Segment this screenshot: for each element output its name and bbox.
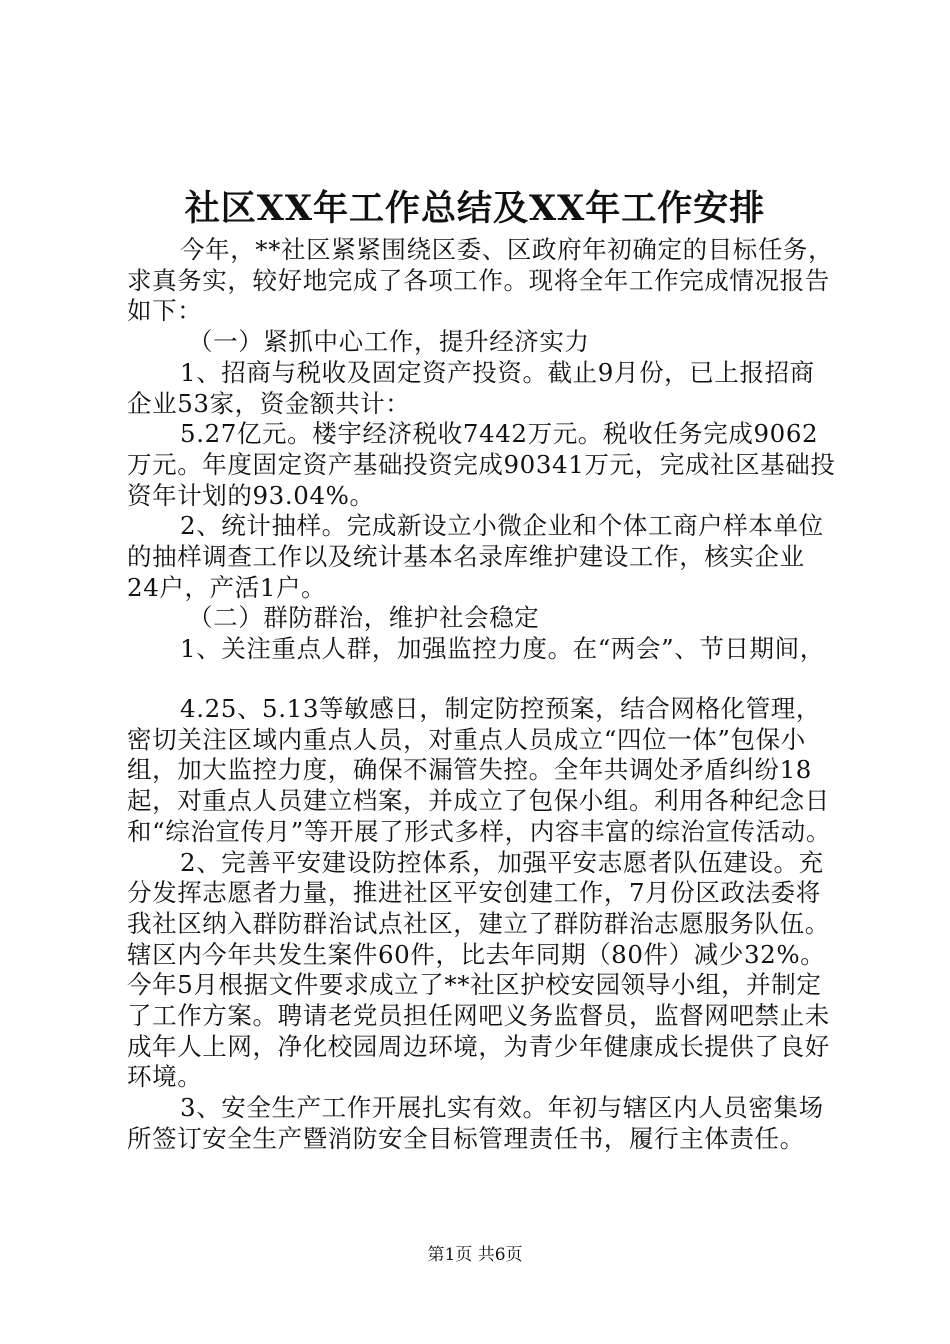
paragraph-safety-system: 2、完善平安建设防控体系，加强平安志愿者队伍建设。充分发挥志愿者力量，推进社区平安创建工作，7月份区政法委将我社区纳入群防群治试点社区，建立了群防群治志愿服务队伍。辖区内今年共发生案件60件，比去年同期（80件）减少32%。今年5月根据文件要求成立了**社区护校安园领导小组，并制定了工作方案。聘请老党员担任网吧义务监督员，监督网吧禁止未成年人上网，净化校园周边环境，为青少年健康成长提供了良好环境。: [127, 847, 830, 1092]
paragraph-statistics: 2、统计抽样。完成新设立小微企业和个体工商户样本单位的抽样调查工作以及统计基本名录库维护建设工作，核实企业24户，产活1户。: [127, 511, 824, 602]
document-title: 社区XX年工作总结及XX年工作安排: [184, 188, 766, 229]
page-number-footer: 第1页 共6页: [427, 1245, 523, 1265]
paragraph-production-safety: 3、安全生产工作开展扎实有效。年初与辖区内人员密集场所签订安全生产暨消防安全目标管理责任书，履行主体责任。: [127, 1093, 824, 1153]
paragraph-investment: 1、招商与税收及固定资产投资。截止9月份，已上报招商企业53家，资金额共计：: [127, 357, 815, 418]
intro-paragraph: 今年，**社区紧紧围绕区委、区政府年初确定的目标任务，求真务实，较好地完成了各项工作。现将全年工作完成情况报告如下：: [127, 235, 834, 326]
paragraph-investment-figures: 5.27亿元。楼宇经济税收7442万元。税收任务完成9062万元。年度固定资产基础投资完成90341万元，完成社区基础投资年计划的93.04%。: [127, 419, 836, 510]
section-heading-1: （一）紧抓中心工作，提升经济实力: [188, 327, 590, 357]
paragraph-key-groups: 1、关注重点人群，加强监控力度。在“两会”、节日期间，: [180, 634, 825, 664]
paragraph-sensitive-days: 4.25、5.13等敏感日，制定防控预案，结合网格化管理，密切关注区域内重点人员，对重点人员成立“四位一体”包保小组，加大监控力度，确保不漏管失控。全年共调处矛盾纠纷18起，对重点人员建立档案，并成立了包保小组。利用各种纪念日和“综治宣传月”等开展了形式多样，内容丰富的综治宣传活动。: [127, 694, 831, 846]
section-heading-2: （二）群防群治，维护社会稳定: [188, 603, 540, 633]
document-body-part2: [127, 694, 837, 1155]
document-body-part1: [127, 235, 837, 665]
